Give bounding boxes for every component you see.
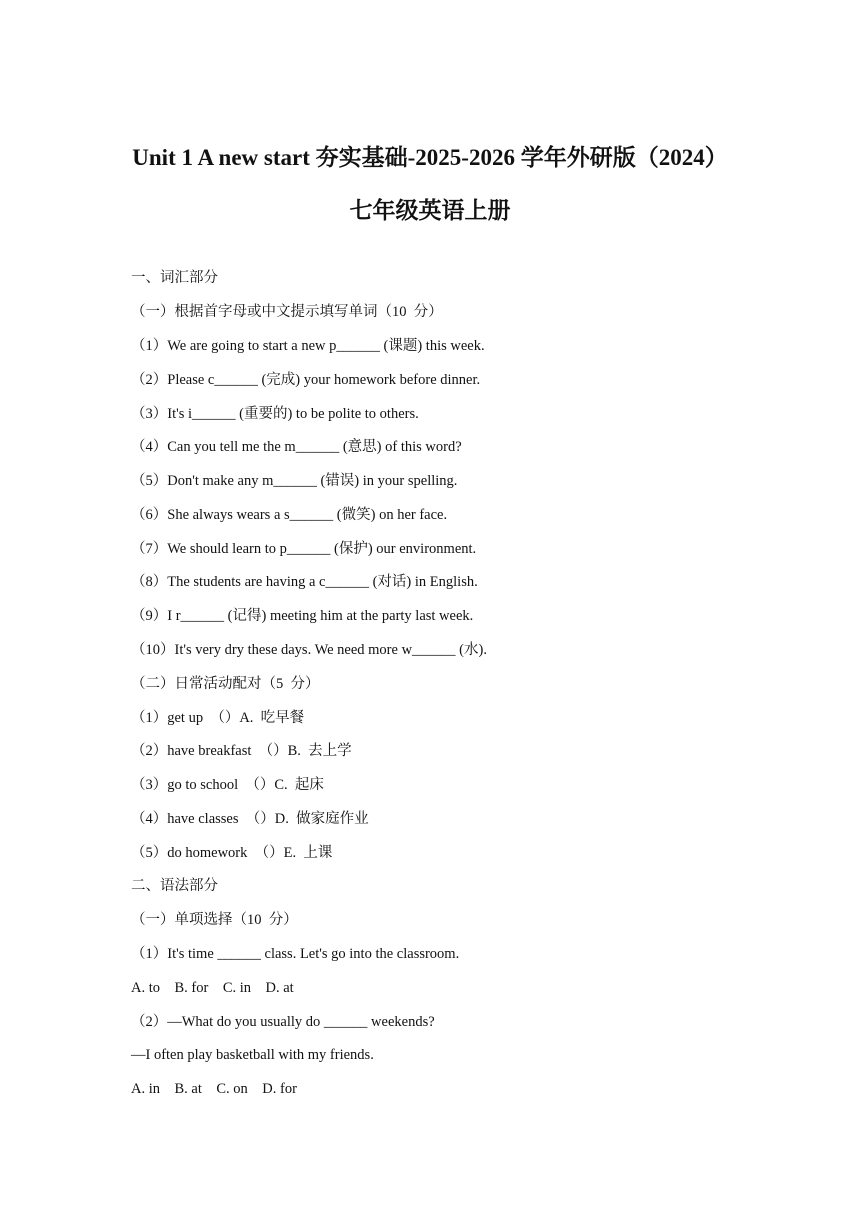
question-item: （4）Can you tell me the m______ (意思) of this word? [131,439,462,455]
question-item: （9）I r______ (记得) meeting him at the party last week. [131,608,474,624]
question-item: （6）She always wears a s______ (微笑) on her face. [131,507,448,523]
subsection-heading-fill-in: （一）根据首字母或中文提示填写单词（10 分） [131,304,443,320]
question-item: （5）Don't make any m______ (错误) in your spelling. [131,473,458,489]
matching-item: （4）have classes （）D. 做家庭作业 [131,811,369,827]
question-item: （7）We should learn to p______ (保护) our environment. [131,541,477,557]
question-stem: （2）—What do you usually do ______ weekends? [131,1014,435,1030]
question-item: （10）It's very dry these days. We need more w______ (水). [131,642,487,658]
matching-item: （2）have breakfast （）B. 去上学 [131,743,352,759]
question-item: （2）Please c______ (完成) your homework before dinner. [131,372,481,388]
matching-item: （1）get up （）A. 吃早餐 [131,710,305,726]
subsection-heading-multiple-choice: （一）单项选择（10 分） [131,912,298,928]
question-options: A. to B. for C. in D. at [131,980,294,996]
question-item: （8）The students are having a c______ (对话) in English. [131,574,478,590]
matching-item: （3）go to school （）C. 起床 [131,777,324,793]
subsection-heading-matching: （二）日常活动配对（5 分） [131,676,320,692]
document-title-line-1: Unit 1 A new start 夯实基础-2025-2026 学年外研版（2024） [132,145,728,170]
matching-item: （5）do homework （）E. 上课 [131,845,333,861]
document-title-line-2: 七年级英语上册 [349,198,511,223]
question-dialogue-line: —I often play basketball with my friends. [131,1047,374,1063]
question-options: A. in B. at C. on D. for [131,1081,297,1097]
section-heading-grammar: 二、语法部分 [131,878,218,894]
question-item: （3）It's i______ (重要的) to be polite to others. [131,406,419,422]
section-heading-vocabulary: 一、词汇部分 [131,270,218,286]
question-item: （1）We are going to start a new p______ (课题) this week. [131,338,485,354]
question-stem: （1）It's time ______ class. Let's go into the classroom. [131,946,460,962]
